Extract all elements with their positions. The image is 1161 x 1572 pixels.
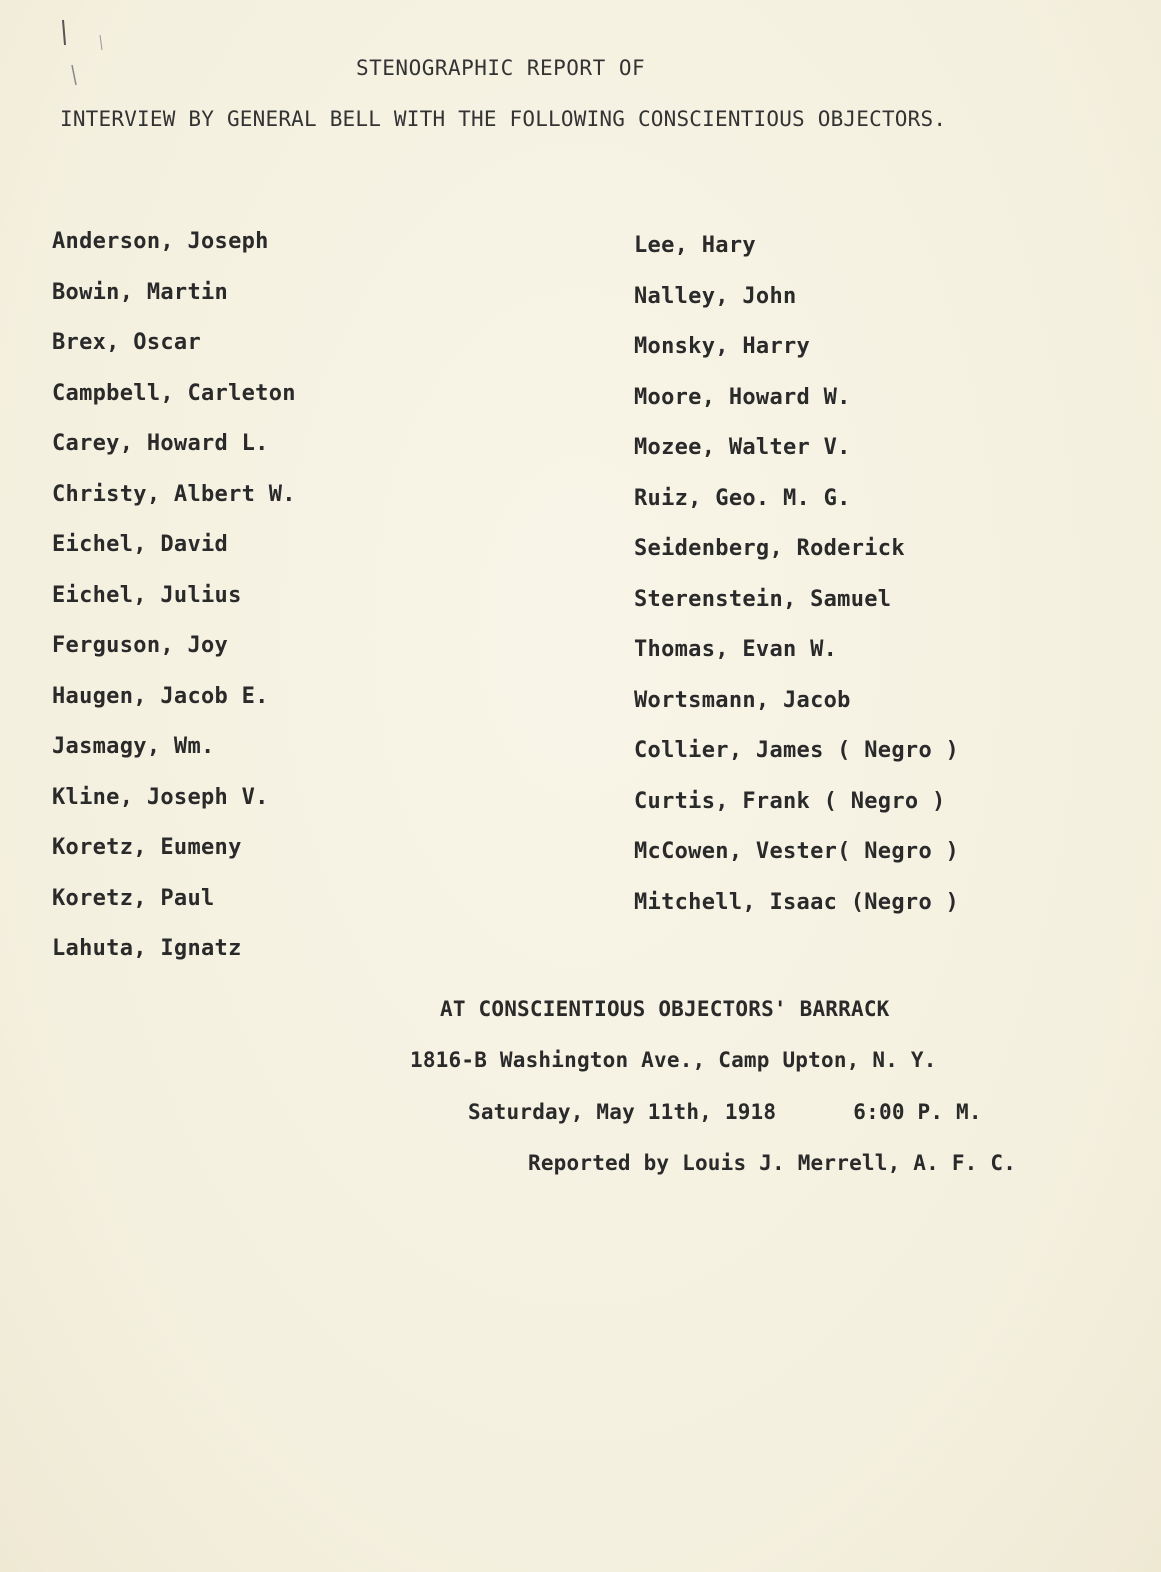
location-line-1: AT CONSCIENTIOUS OBJECTORS' BARRACK (440, 997, 890, 1021)
ink-marks (60, 15, 110, 105)
name-entry: Mozee, Walter V. (634, 435, 851, 460)
name-entry: Thomas, Evan W. (634, 637, 838, 662)
name-entry: Jasmagy, Wm. (52, 734, 215, 759)
reporter-line: Reported by Louis J. Merrell, A. F. C. (528, 1151, 1017, 1175)
name-entry: Moore, Howard W. (634, 384, 851, 410)
name-entry: Koretz, Eumeny (52, 835, 242, 860)
title-line-2: INTERVIEW BY GENERAL BELL WITH THE FOLLOWING CONSCIENTIOUS OBJECTORS. (60, 107, 947, 131)
name-entry: Bowin, Martin (52, 279, 229, 305)
name-entry: Campbell, Carleton (52, 380, 296, 406)
name-entry: Ruiz, Geo. M. G. (634, 485, 851, 511)
name-entry: Brex, Oscar (52, 330, 201, 355)
name-entry: McCowen, Vester( Negro ) (634, 839, 960, 864)
left-name-column (52, 228, 296, 986)
name-entry: Koretz, Paul (52, 885, 215, 911)
name-entry: Christy, Albert W. (52, 481, 296, 507)
title-line-1: STENOGRAPHIC REPORT OF (356, 56, 646, 80)
name-entry: Curtis, Frank ( Negro ) (634, 788, 946, 814)
name-entry: Monsky, Harry (634, 334, 811, 359)
name-entry: Eichel, David (52, 532, 229, 557)
right-name-column (634, 232, 959, 939)
name-entry: Sterenstein, Samuel (634, 586, 892, 612)
name-entry: Eichel, Julius (52, 582, 242, 608)
name-entry: Lee, Hary (634, 233, 756, 258)
name-entry: Nalley, John (634, 283, 797, 309)
name-entry: Ferguson, Joy (52, 633, 229, 658)
name-entry: Mitchell, Isaac (Negro ) (634, 889, 960, 915)
name-entry: Lahuta, Ignatz (52, 936, 242, 961)
name-entry: Seidenberg, Roderick (634, 536, 905, 561)
location-line-2: 1816-B Washington Ave., Camp Upton, N. Y. (410, 1048, 937, 1072)
name-entry: Kline, Joseph V. (52, 784, 269, 810)
name-entry: Anderson, Joseph (52, 229, 269, 254)
name-entry: Collier, James ( Negro ) (634, 738, 960, 763)
date-line: Saturday, May 11th, 1918 6:00 P. M. (468, 1100, 982, 1124)
name-entry: Haugen, Jacob E. (52, 683, 269, 709)
name-entry: Wortsmann, Jacob (634, 687, 851, 713)
name-entry: Carey, Howard L. (52, 431, 269, 456)
